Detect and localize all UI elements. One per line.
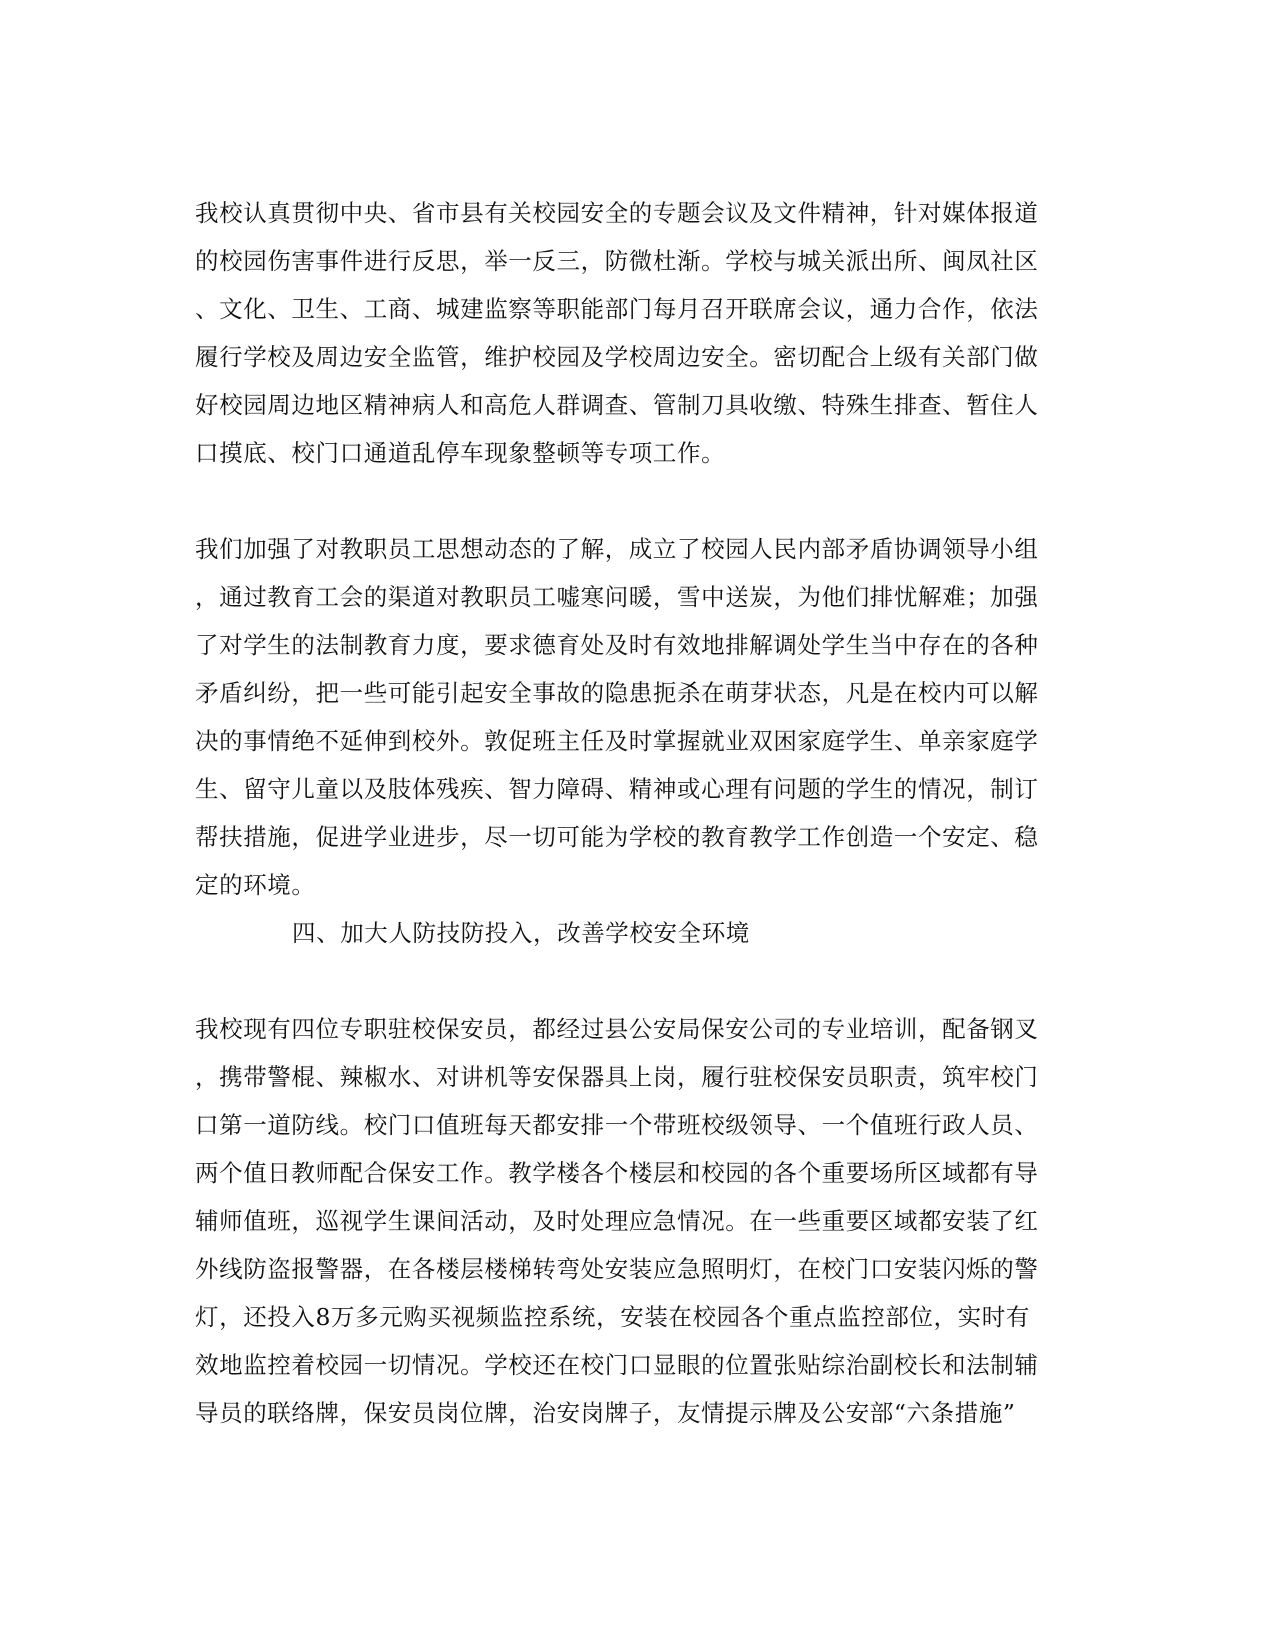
paragraph3-line: ，携带警棍、辣椒水、对讲机等安保器具上岗，履行驻校保安员职责，筑牢校门 — [195, 1063, 1039, 1091]
paragraph3-line: 外线防盗报警器，在各楼层楼梯转弯处安装应急照明灯，在校门口安装闪烁的警 — [195, 1255, 1039, 1283]
paragraph2-line: 了对学生的法制教育力度，要求德育处及时有效地排解调处学生当中存在的各种 — [195, 631, 1039, 659]
paragraph3-line: 效地监控着校园一切情况。学校还在校门口显眼的位置张贴综治副校长和法制辅 — [195, 1351, 1039, 1379]
paragraph3-line: 灯，还投入8万多元购买视频监控系统，安装在校园各个重点监控部位，实时有 — [195, 1303, 1030, 1331]
paragraph2-line: 矛盾纠纷，把一些可能引起安全事故的隐患扼杀在萌芽状态，凡是在校内可以解 — [195, 679, 1039, 707]
paragraph3-line: 辅师值班，巡视学生课间活动，及时处理应急情况。在一些重要区域都安装了红 — [195, 1207, 1039, 1235]
paragraph3-line: 我校现有四位专职驻校保安员，都经过县公安局保安公司的专业培训，配备钢叉 — [195, 1015, 1039, 1043]
paragraph1-line: 口摸底、校门口通道乱停车现象整顿等专项工作。 — [195, 439, 726, 467]
paragraph3-line: 导员的联络牌，保安员岗位牌，治安岗牌子，友情提示牌及公安部“六条措施” — [195, 1399, 1016, 1427]
paragraph2-line: ，通过教育工会的渠道对教职员工嘘寒问暖，雪中送炭，为他们排忧解难；加强 — [195, 583, 1039, 611]
paragraph2-line: 生、留守儿童以及肢体残疾、智力障碍、精神或心理有问题的学生的情况，制订 — [195, 775, 1039, 803]
paragraph2-line: 决的事情绝不延伸到校外。敦促班主任及时掌握就业双困家庭学生、单亲家庭学 — [195, 727, 1039, 755]
paragraph1-line: 的校园伤害事件进行反思，举一反三，防微杜渐。学校与城关派出所、闽凤社区 — [195, 247, 1039, 275]
paragraph1-line: 我校认真贯彻中央、省市县有关校园安全的专题会议及文件精神，针对媒体报道 — [195, 199, 1039, 227]
paragraph3-line: 口第一道防线。校门口值班每天都安排一个带班校级领导、一个值班行政人员、 — [195, 1111, 1039, 1139]
paragraph1-line: 、文化、卫生、工商、城建监察等职能部门每月召开联席会议，通力合作，依法 — [195, 295, 1039, 323]
paragraph2-line: 帮扶措施，促进学业进步，尽一切可能为学校的教育教学工作创造一个安定、稳 — [195, 823, 1039, 851]
paragraph1-line: 履行学校及周边安全监管，维护校园及学校周边安全。密切配合上级有关部门做 — [195, 343, 1039, 371]
paragraph2-line: 我们加强了对教职员工思想动态的了解，成立了校园人民内部矛盾协调领导小组 — [195, 535, 1039, 563]
paragraph3-line: 两个值日教师配合保安工作。教学楼各个楼层和校园的各个重要场所区域都有导 — [195, 1159, 1039, 1187]
paragraph2-line: 定的环境。 — [195, 871, 316, 899]
section-heading: 四、加大人防技防投入，改善学校安全环境 — [292, 919, 750, 947]
paragraph1-line: 好校园周边地区精神病人和高危人群调查、管制刀具收缴、特殊生排查、暂住人 — [195, 391, 1039, 419]
